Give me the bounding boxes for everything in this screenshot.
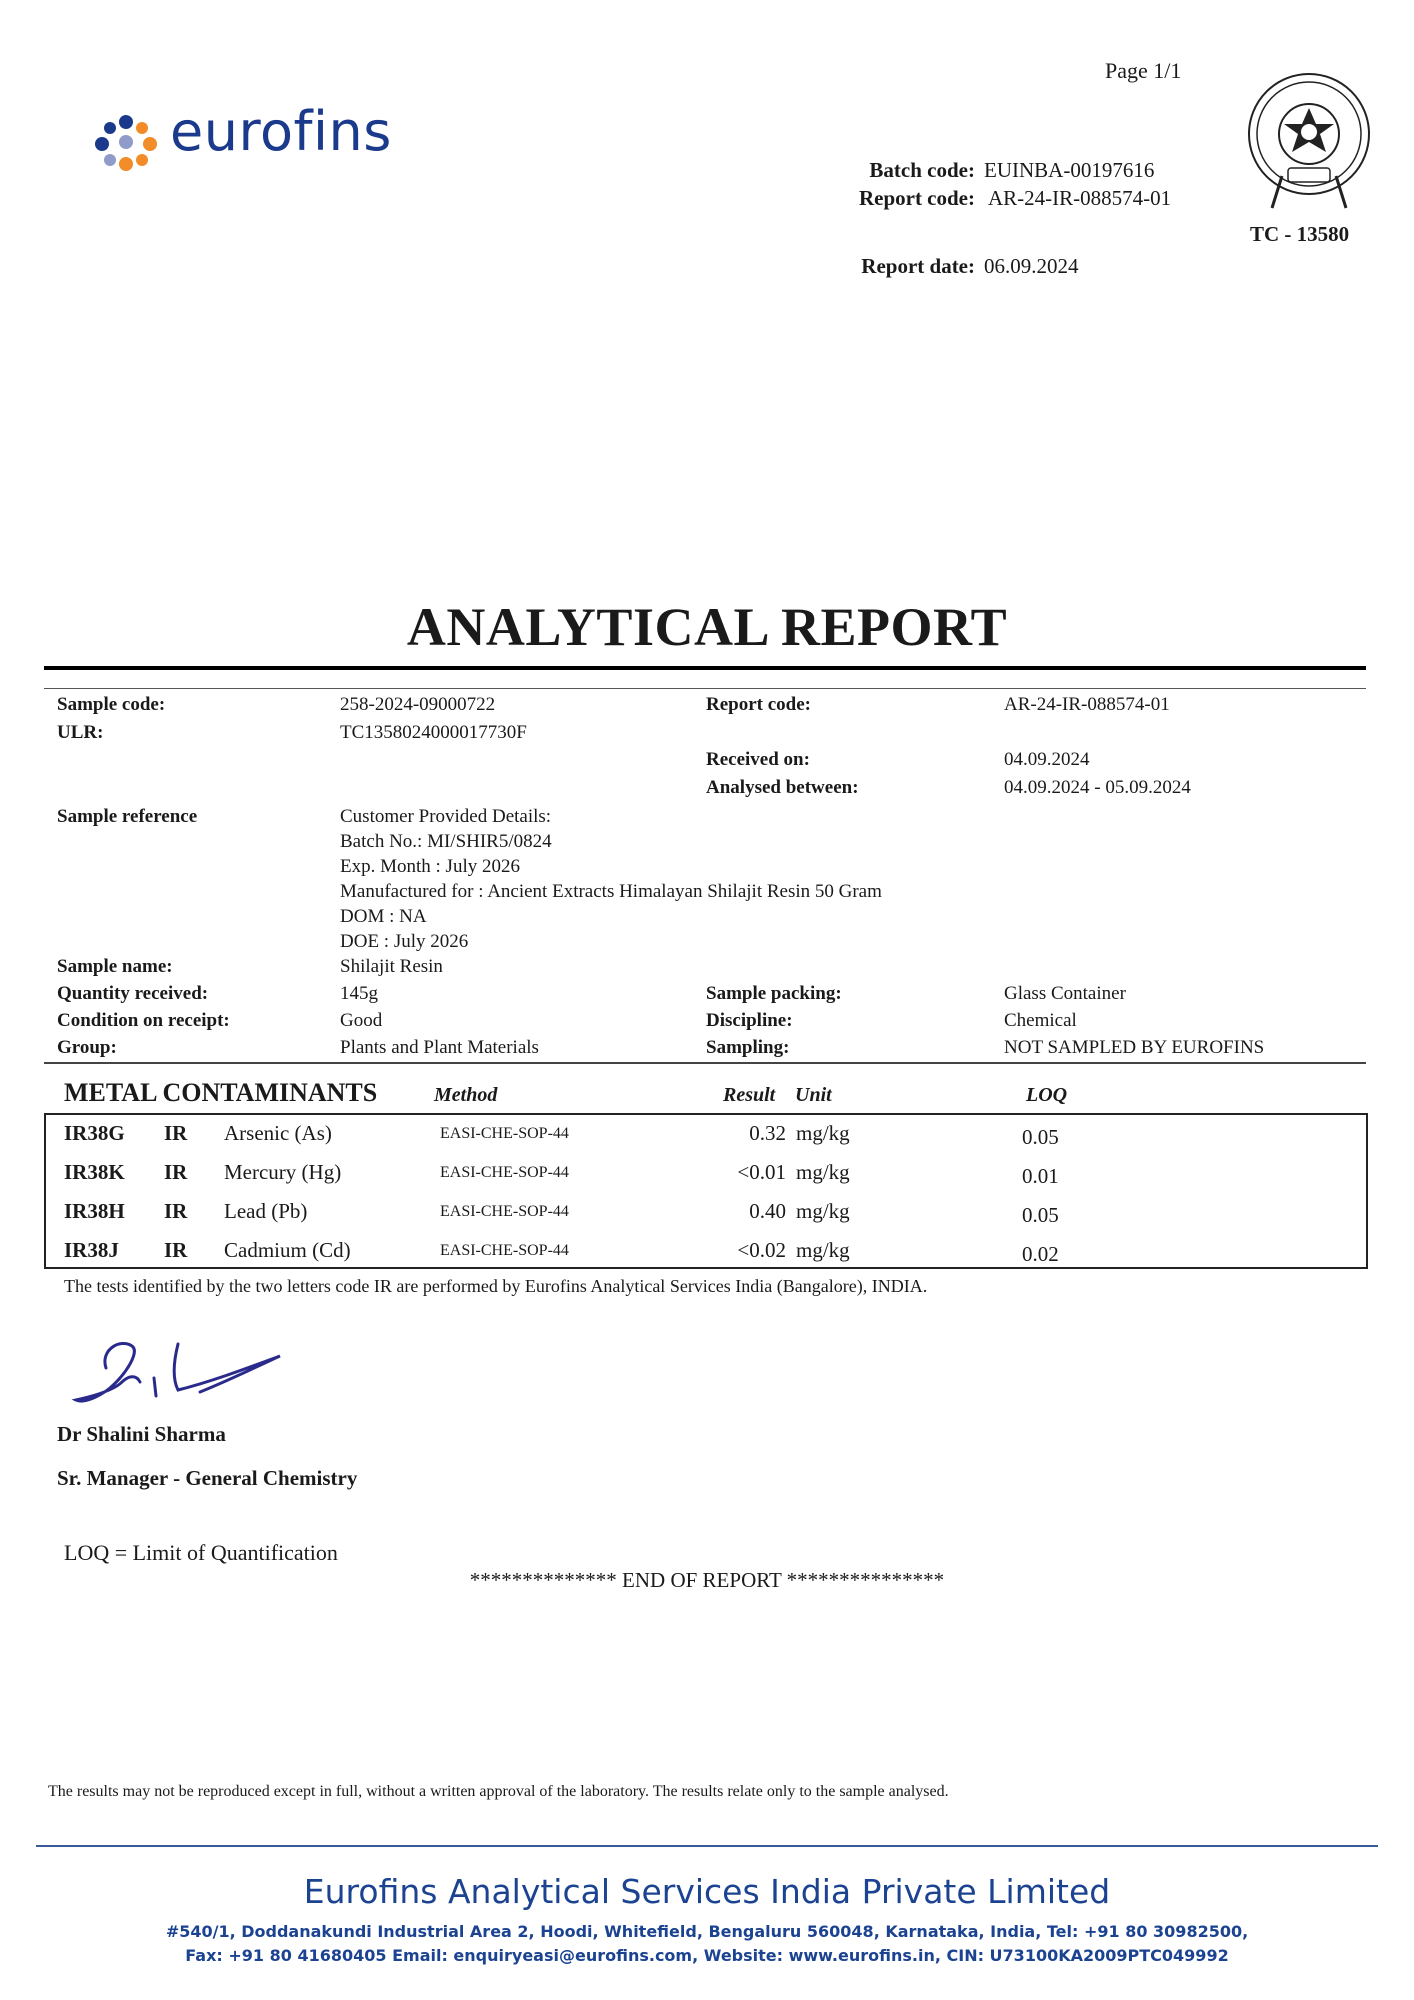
report-code-label: Report code:	[706, 694, 811, 715]
title-divider-thin	[44, 688, 1366, 689]
report-code-value: AR-24-IR-088574-01	[1004, 694, 1170, 715]
discipline-label: Discipline:	[706, 1010, 793, 1031]
footer-company-name: Eurofins Analytical Services India Private Limited	[303, 1872, 1111, 1911]
sample-reference-line: Batch No.: MI/SHIR5/0824	[340, 831, 552, 852]
result-value: 0.40	[749, 1199, 786, 1223]
header-report-code-label: Report code:	[858, 186, 975, 210]
group-value: Plants and Plant Materials	[340, 1037, 539, 1058]
ulr-label: ULR:	[57, 722, 104, 743]
ulr-value: TC1358024000017730F	[340, 722, 527, 743]
logo-dots-icon	[86, 112, 166, 182]
sample-packing-label: Sample packing:	[706, 983, 842, 1004]
sample-reference-line: Customer Provided Details:	[340, 806, 552, 827]
sampling-label: Sampling:	[706, 1037, 790, 1058]
sample-code-label: Sample code:	[57, 694, 166, 715]
logo-wordmark: eurofins	[170, 100, 392, 163]
accreditation-seal	[1238, 68, 1380, 210]
header-report-code-value: AR-24-IR-088574-01	[988, 186, 1172, 210]
test-code: IR38H	[64, 1199, 125, 1223]
signature	[70, 1330, 290, 1425]
analysed-between-value: 04.09.2024 - 05.09.2024	[1004, 777, 1191, 798]
sample-reference-line: DOM : NA	[340, 906, 427, 927]
table-row	[46, 1232, 1366, 1272]
sample-reference-label: Sample reference	[57, 806, 198, 827]
condition-value: Good	[340, 1010, 383, 1031]
table-row	[46, 1115, 1366, 1155]
loq-definition: LOQ = Limit of Quantification	[64, 1540, 338, 1565]
result-column-header: Result	[723, 1084, 776, 1106]
report-title: ANALYTICAL REPORT	[406, 597, 1008, 657]
method-code: EASI-CHE-SOP-44	[440, 1242, 569, 1259]
test-code: IR38G	[64, 1121, 125, 1145]
metal-contaminants-title: METAL CONTAMINANTS	[64, 1078, 378, 1107]
lab-code: IR	[164, 1121, 188, 1145]
lab-code: IR	[164, 1160, 188, 1184]
lab-code: IR	[164, 1238, 188, 1262]
loq-value: 0.05	[1022, 1125, 1059, 1149]
disclaimer: The results may not be reproduced except in full, without a written approval of the laboratory. The results relate only to the sample analysed.	[48, 1783, 949, 1800]
analyte-name: Cadmium (Cd)	[224, 1238, 351, 1262]
unit-column-header: Unit	[795, 1084, 832, 1106]
footer-address-line: #540/1, Doddanakundi Industrial Area 2, Hoodi, Whitefield, Bengaluru 560048, Karnataka, India, Tel: +91 80 30982500,	[165, 1922, 1249, 1941]
analyte-name: Arsenic (As)	[224, 1121, 332, 1145]
loq-value: 0.05	[1022, 1203, 1059, 1227]
group-label: Group:	[57, 1037, 117, 1058]
loq-value: 0.01	[1022, 1164, 1059, 1188]
method-code: EASI-CHE-SOP-44	[440, 1125, 569, 1142]
report-date-label: Report date:	[861, 254, 975, 278]
analyte-name: Mercury (Hg)	[224, 1160, 342, 1184]
result-value: 0.32	[749, 1121, 786, 1145]
handwritten-signature-icon	[70, 1330, 290, 1420]
analyte-name: Lead (Pb)	[224, 1199, 308, 1223]
sample-reference-line: Exp. Month : July 2026	[340, 856, 520, 877]
method-column-header: Method	[434, 1084, 498, 1106]
batch-code-label: Batch code:	[869, 158, 975, 182]
end-of-report: ************** END OF REPORT ***************	[469, 1568, 945, 1592]
sample-reference-line: DOE : July 2026	[340, 931, 469, 952]
discipline-value: Chemical	[1004, 1010, 1077, 1031]
result-unit: mg/kg	[796, 1121, 850, 1145]
received-on-value: 04.09.2024	[1004, 749, 1090, 770]
accreditation-number: TC - 13580	[1250, 222, 1350, 246]
footer-divider	[36, 1845, 1378, 1847]
signatory-role: Sr. Manager - General Chemistry	[57, 1466, 358, 1490]
table-row	[46, 1193, 1366, 1233]
lab-code-note: The tests identified by the two letters code IR are performed by Eurofins Analytical Services India (Bangalore), INDIA.	[64, 1276, 928, 1296]
signatory-name: Dr Shalini Sharma	[57, 1422, 226, 1446]
sample-reference-line: Manufactured for : Ancient Extracts Himalayan Shilajit Resin 50 Gram	[340, 881, 882, 902]
footer-contact-line: Fax: +91 80 41680405 Email: enquiryeasi@eurofins.com, Website: www.eurofins.in, CIN: U73100KA2009PTC049992	[185, 1946, 1229, 1965]
quantity-received-label: Quantity received:	[57, 983, 209, 1004]
batch-code-value: EUINBA-00197616	[984, 158, 1155, 182]
condition-label: Condition on receipt:	[57, 1010, 230, 1031]
report-date-value: 06.09.2024	[984, 254, 1079, 278]
quantity-received-value: 145g	[340, 983, 378, 1004]
sample-code-value: 258-2024-09000722	[340, 694, 496, 715]
loq-column-header: LOQ	[1026, 1084, 1068, 1106]
eurofins-logo	[86, 100, 392, 187]
page-number: Page 1/1	[1105, 58, 1182, 83]
sample-name-label: Sample name:	[57, 956, 173, 977]
test-code: IR38J	[64, 1238, 119, 1262]
lab-code: IR	[164, 1199, 188, 1223]
result-value: <0.02	[737, 1238, 786, 1262]
test-code: IR38K	[64, 1160, 125, 1184]
method-code: EASI-CHE-SOP-44	[440, 1164, 569, 1181]
received-on-label: Received on:	[706, 749, 810, 770]
result-unit: mg/kg	[796, 1199, 850, 1223]
metal-results-table	[44, 1113, 1368, 1269]
sampling-value: NOT SAMPLED BY EUROFINS	[1004, 1037, 1265, 1058]
result-unit: mg/kg	[796, 1238, 850, 1262]
loq-value: 0.02	[1022, 1242, 1059, 1266]
result-value: <0.01	[737, 1160, 786, 1184]
table-row	[46, 1154, 1366, 1194]
method-code: EASI-CHE-SOP-44	[440, 1203, 569, 1220]
sample-name-value: Shilajit Resin	[340, 956, 443, 977]
title-divider	[44, 666, 1366, 670]
info-divider	[44, 1062, 1366, 1064]
sample-packing-value: Glass Container	[1004, 983, 1126, 1004]
nabl-seal-icon	[1238, 68, 1380, 210]
result-unit: mg/kg	[796, 1160, 850, 1184]
analysed-between-label: Analysed between:	[706, 777, 859, 798]
